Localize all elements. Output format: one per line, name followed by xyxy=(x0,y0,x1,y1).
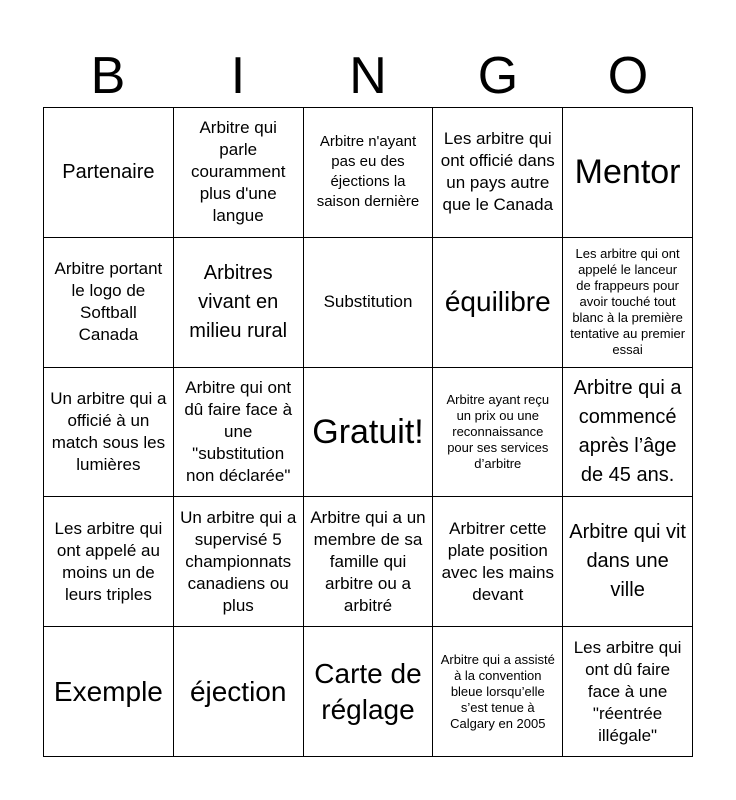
cell-text: Les arbitre qui ont officié dans un pays autre que le Canada xyxy=(440,129,555,215)
bingo-cell[interactable] xyxy=(433,238,563,368)
cell-text: Arbitre qui a assisté à la convention bleue lorsqu’elle s’est tenue à Calgary en 2005 xyxy=(440,651,555,731)
bingo-cell[interactable] xyxy=(44,497,174,627)
cell-text: Mentor xyxy=(574,153,681,192)
bingo-cell[interactable] xyxy=(44,108,174,238)
cell-text: Gratuit! xyxy=(312,412,424,451)
header-letter-g: G xyxy=(477,47,519,105)
cell-text: Arbitre qui a commencé après l’âge de 45 ans. xyxy=(573,376,682,486)
bingo-cell[interactable] xyxy=(433,108,563,238)
header-letter-i: I xyxy=(230,47,246,105)
cell-text: éjection xyxy=(189,675,287,707)
header-letter-o: O xyxy=(607,47,649,105)
cell-text: Arbitrer cette plate position avec les mains devant xyxy=(441,518,554,604)
cell-text: Arbitre ayant reçu un prix ou une reconnaissance pour ses services d’arbitre xyxy=(446,391,550,471)
cell-text: Arbitre qui parle couramment plus d'une langue xyxy=(190,118,286,226)
cell-text: Arbitre qui vit dans une ville xyxy=(569,521,686,602)
bingo-cell[interactable] xyxy=(563,108,693,238)
cell-text: Un arbitre qui a officié à un match sous les lumières xyxy=(50,388,167,474)
bingo-cell[interactable] xyxy=(563,497,693,627)
cell-text: Partenaire xyxy=(62,160,155,183)
bingo-cell[interactable] xyxy=(304,627,434,757)
bingo-cell[interactable] xyxy=(304,238,434,368)
bingo-cell[interactable] xyxy=(563,238,693,368)
cell-text: Arbitre qui ont dû faire face à une "substitution non déclarée" xyxy=(184,377,293,485)
bingo-cell[interactable] xyxy=(174,108,304,238)
cell-text: Un arbitre qui a supervisé 5 championnats canadiens ou plus xyxy=(180,507,297,615)
bingo-cell[interactable] xyxy=(44,627,174,757)
header-letter-n: N xyxy=(349,47,387,105)
cell-text: Les arbitre qui ont appelé le lanceur de frappeurs pour avoir touché tout blanc à la première tentative au premier essai xyxy=(570,246,686,358)
cell-text: Arbitre portant le logo de Softball Canada xyxy=(54,259,163,345)
bingo-cell[interactable] xyxy=(563,368,693,498)
bingo-cell[interactable] xyxy=(304,108,434,238)
bingo-cell[interactable] xyxy=(44,238,174,368)
cell-text: Arbitre n'ayant pas eu des éjections la saison dernière xyxy=(316,133,420,211)
bingo-header xyxy=(43,46,693,106)
cell-text: équilibre xyxy=(444,286,551,318)
bingo-cell[interactable] xyxy=(433,497,563,627)
bingo-cell[interactable] xyxy=(174,368,304,498)
bingo-cell[interactable] xyxy=(174,627,304,757)
bingo-board xyxy=(43,107,693,757)
cell-text: Les arbitre qui ont appelé au moins un de leurs triples xyxy=(54,518,163,604)
bingo-cell[interactable] xyxy=(433,627,563,757)
bingo-cell[interactable] xyxy=(433,368,563,498)
cell-text: Substitution xyxy=(323,292,413,312)
cell-text: Arbitre qui a un membre de sa famille qui arbitre ou a arbitré xyxy=(310,507,426,615)
header-letter-b: B xyxy=(90,47,126,105)
bingo-cell[interactable] xyxy=(174,497,304,627)
bingo-cell[interactable] xyxy=(304,497,434,627)
cell-text: Carte de réglage xyxy=(314,657,422,725)
cell-text: Exemple xyxy=(53,675,163,707)
cell-text: Les arbitre qui ont dû faire face à une "réentrée illégale" xyxy=(573,637,682,745)
bingo-cell[interactable] xyxy=(174,238,304,368)
bingo-cell free-space[interactable] xyxy=(304,368,434,498)
bingo-cell[interactable] xyxy=(44,368,174,498)
cell-text: Arbitres vivant en milieu rural xyxy=(189,261,288,342)
bingo-cell[interactable] xyxy=(563,627,693,757)
